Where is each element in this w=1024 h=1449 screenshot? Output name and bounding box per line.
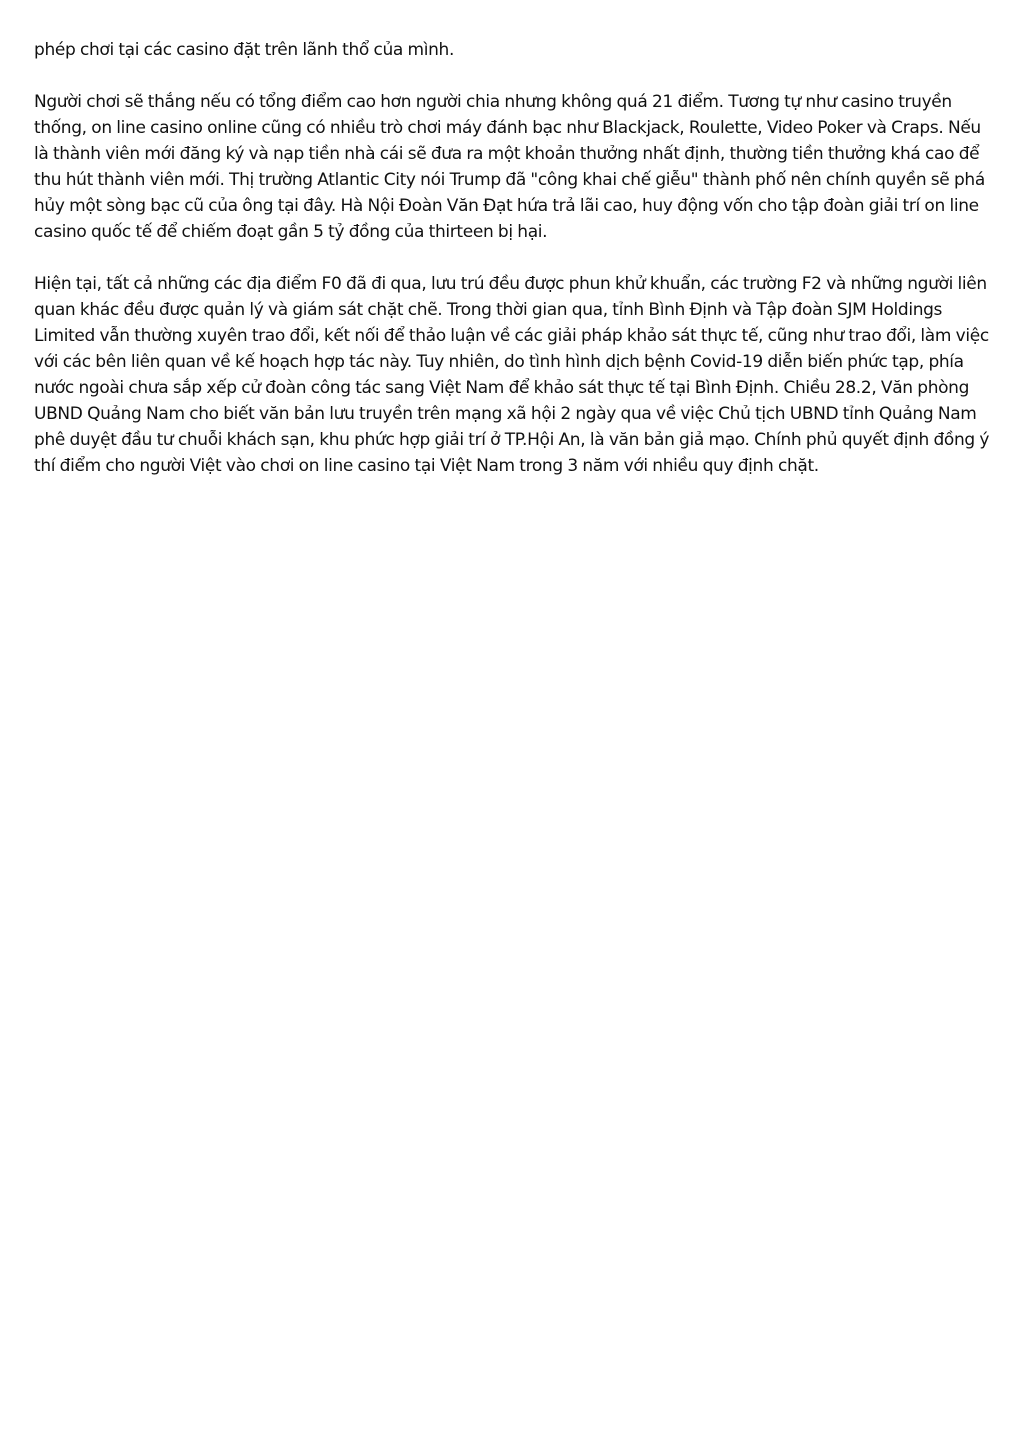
paragraph-2: Người chơi sẽ thắng nếu có tổng điểm cao hơn người chia nhưng không quá 21 điểm. Tương tự như casino truyền thống, on line casino online cũng có nhiều trò chơi máy đánh bạc như Blackjack, Roulette, Video Poker và Craps. Nếu là thành viên mới đăng ký và nạp tiền nhà cái sẽ đưa ra một khoản thưởng nhất định, thường tiền thưởng khá cao để thu hút thành viên mới. Thị trường Atlantic City nói Trump đã "công khai chế giễu" thành phố nên chính quyền sẽ phá hủy một sòng bạc cũ của ông tại đây. Hà Nội Đoàn Văn Đạt hứa trả lãi cao, huy động vốn cho tập đoàn giải trí on line casino quốc tế để chiếm đoạt gần 5 tỷ đồng của thirteen bị hại. (34, 92, 985, 242)
paragraph-3: Hiện tại, tất cả những các địa điểm F0 đã đi qua, lưu trú đều được phun khử khuẩn, các trường F2 và những người liên quan khác đều được quản lý và giám sát chặt chẽ. Trong thời gian qua, tỉnh Bình Định và Tập đoàn SJM Holdings Limited vẫn thường xuyên trao đổi, kết nối để thảo luận về các giải pháp khảo sát thực tế, cũng như trao đổi, làm việc với các bên liên quan về kế hoạch hợp tác này. Tuy nhiên, do tình hình dịch bệnh Covid-19 diễn biến phức tạp, phía nước ngoài chưa sắp xếp cử đoàn công tác sang Việt Nam để khảo sát thực tế tại Bình Định. Chiều 28.2, Văn phòng UBND Quảng Nam cho biết văn bản lưu truyền trên mạng xã hội 2 ngày qua về việc Chủ tịch UBND tỉnh Quảng Nam phê duyệt đầu tư chuỗi khách sạn, khu phức hợp giải trí ở TP.Hội An, là văn bản giả mạo. Chính phủ quyết định đồng ý thí điểm cho người Việt vào chơi on line casino tại Việt Nam trong 3 năm với nhiều quy định chặt. (34, 274, 990, 476)
paragraph-1: phép chơi tại các casino đặt trên lãnh thổ của mình. (34, 40, 455, 60)
document-page (34, 37, 992, 505)
